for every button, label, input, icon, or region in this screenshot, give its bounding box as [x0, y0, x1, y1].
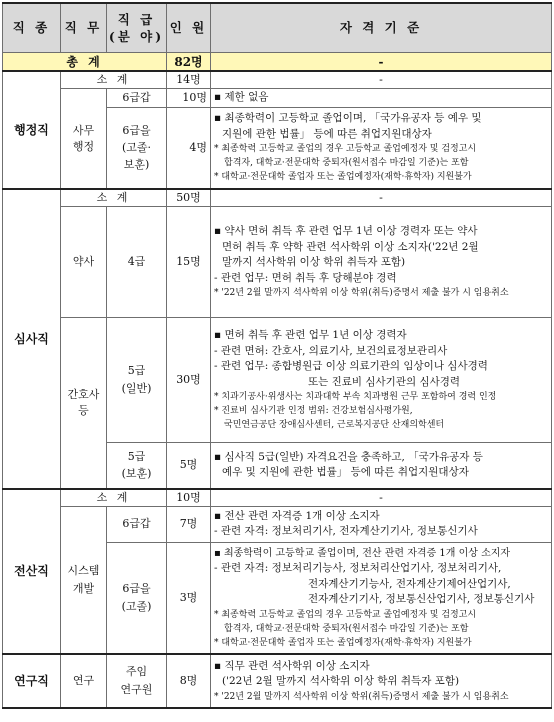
- qual-line: ('22년 2월 말까지 석사학위 이상 학위 취득자 포함): [222, 675, 460, 688]
- total-row: [3, 53, 552, 72]
- admin-subtotal-qual: -: [211, 71, 552, 89]
- review-pharm-count: 15명: [167, 207, 211, 318]
- review-nurse-grade-line2: (일반): [121, 382, 152, 396]
- qual-note: * 최종학력 고등학교 졸업의 경우 고등학교 졸업예정자 및 검정고시: [214, 610, 477, 621]
- qual-note: * 치과기공사·위생사는 치과대학 부속 치과병원 근무 포함하여 경력 인정: [214, 392, 497, 403]
- qual-line: 말까지 석사학위 이상 학위 취득자 포함): [222, 256, 406, 269]
- review-nurse-row: [3, 318, 552, 443]
- total-count: 82명: [167, 53, 211, 72]
- it-r2-grade-line1: 6급을: [122, 581, 151, 595]
- review-nurse-count: 30명: [167, 318, 211, 443]
- admin-duty-line1: 사무: [72, 123, 95, 137]
- review-pharm-duty: 약사: [61, 207, 107, 318]
- admin-job-type: 행정직: [3, 71, 61, 189]
- it-r2-qual: [211, 542, 552, 654]
- review-nurse-qual: [211, 318, 552, 443]
- research-grade-line2: 연구원: [120, 683, 153, 697]
- header-personnel: 인 원: [167, 3, 211, 53]
- qual-line: 지원에 관한 법률」 등에 따른 취업지원대상자: [222, 127, 432, 140]
- review-nurse-grade: [107, 318, 167, 443]
- review-subtotal-label: 소 계: [61, 189, 167, 207]
- it-r1-qual: [211, 506, 552, 542]
- qual-note: 합격자, 대학교·전문대학 중퇴자(원서접수 마감일 기준)는 포함: [224, 158, 469, 169]
- admin-duty-line2: 행정: [72, 139, 95, 153]
- qual-line: 또는 진료비 심사기관의 심사경력: [308, 375, 461, 388]
- qual-line: - 관련 면허: 간호사, 의료기사, 보건의료정보관리사: [214, 344, 448, 357]
- review-subtotal-count: 50명: [167, 189, 211, 207]
- research-duty: 연구: [61, 654, 107, 708]
- review-subtotal-row: [3, 189, 552, 207]
- admin-r2-grade-line3: 보훈): [123, 158, 150, 172]
- qual-note: * '22년 2월 말까지 석사학위 이상 학위(취득)증명서 제출 불가 시 임용취소: [214, 691, 509, 702]
- header-row: [3, 3, 552, 53]
- research-qual: [211, 654, 552, 708]
- qual-note: * 최종학력 고등학교 졸업의 경우 고등학교 졸업예정자 및 검정고시: [214, 144, 477, 155]
- admin-subtotal-row: [3, 71, 552, 89]
- it-r1-grade: 6급갑: [107, 506, 167, 542]
- review-veteran-qual: [211, 443, 552, 489]
- admin-r2-grade-line1: 6급을: [122, 124, 151, 138]
- qual-line: 면허 취득 후 약학 관련 석사학위 이상 소지자('22년 2월: [222, 240, 479, 253]
- it-r2-grade: [107, 542, 167, 654]
- review-nurse-duty-line1: 간호사: [67, 387, 100, 401]
- research-row: [3, 654, 552, 708]
- admin-r1-qual: ▪ 제한 없음: [211, 89, 552, 108]
- research-grade-line1: 주임: [125, 665, 148, 679]
- review-veteran-grade-line2: (보훈): [121, 467, 152, 481]
- admin-row-1: [3, 89, 552, 108]
- qual-note: * 대학교·전문대학 졸업자 또는 졸업예정자(재학·휴학자) 지원불가: [214, 638, 472, 649]
- review-pharm-grade: 4급: [107, 207, 167, 318]
- review-nurse-grade-line1: 5급: [127, 364, 146, 378]
- qual-line: 예우 및 지원에 관한 법률」 등에 따른 취업지원대상자: [222, 466, 469, 479]
- it-row-1: [3, 506, 552, 542]
- admin-duty: [61, 89, 107, 190]
- admin-r1-count: 10명: [167, 89, 211, 108]
- qual-line: ▪ 최종학력이 고등학교 졸업이며, 전산 관련 자격증 1개 이상 소지자: [214, 547, 511, 559]
- header-grade-line2: (분 야): [108, 29, 165, 44]
- qual-line: - 관련 업무: 종합병원급 이상 의료기관의 임상이나 심사경력: [214, 360, 488, 373]
- qual-line: - 관련 자격: 정보처리기능사, 정보처리산업기사, 정보처리기사,: [214, 562, 502, 575]
- qual-note: 합격자, 대학교·전문대학 중퇴자(원서접수 마감일 기준)는 포함: [224, 624, 469, 635]
- qual-line: - 관련 자격: 정보처리기사, 전자계산기기사, 정보통신기사: [214, 525, 478, 538]
- review-job-type: 심사직: [3, 189, 61, 489]
- admin-r2-qual: [211, 107, 552, 189]
- review-nurse-duty-line2: 등: [78, 403, 89, 417]
- it-subtotal-row: [3, 489, 552, 507]
- admin-r2-grade: [107, 107, 167, 189]
- it-subtotal-qual: -: [211, 489, 552, 507]
- admin-r2-grade-line2: (고졸·: [121, 141, 152, 155]
- qual-line: ▪ 심사직 5급(일반) 자격요건을 충족하고, 「국가유공자 등: [214, 450, 483, 463]
- it-r2-count: 3명: [167, 542, 211, 654]
- review-veteran-grade: [107, 443, 167, 489]
- review-veteran-grade-line1: 5급: [127, 450, 146, 464]
- it-duty: [61, 506, 107, 654]
- research-grade: [107, 654, 167, 708]
- it-subtotal-label: 소 계: [61, 489, 167, 507]
- admin-subtotal-count: 14명: [167, 71, 211, 89]
- review-pharm-row: [3, 207, 552, 318]
- it-r1-count: 7명: [167, 506, 211, 542]
- it-r2-grade-line2: (고졸): [121, 599, 152, 613]
- qual-note: * 대학교·전문대학 졸업자 또는 졸업예정자(재학·휴학자) 지원불가: [214, 172, 472, 183]
- qual-line: ▪ 약사 면허 취득 후 관련 업무 1년 이상 경력자 또는 약사: [214, 224, 478, 237]
- qual-note: * '22년 2월 말까지 석사학위 이상 학위(취득)증명서 제출 불가 시 임용취소: [214, 288, 509, 299]
- it-job-type: 전산직: [3, 489, 61, 655]
- review-veteran-count: 5명: [167, 443, 211, 489]
- qual-line: - 관련 업무: 면허 취득 후 당해분야 경력: [214, 271, 397, 284]
- total-qual: -: [211, 53, 552, 72]
- qual-line: 전자계산기기사, 정보통신산업기사, 정보통신기사: [308, 593, 535, 606]
- research-job-type: 연구직: [3, 654, 61, 708]
- total-label: 총 계: [3, 53, 167, 72]
- qual-note: 국민연금공단 장애심사센터, 근로복지공단 산재의학센터: [224, 420, 445, 431]
- qual-line: ▪ 면허 취득 후 관련 업무 1년 이상 경력자: [214, 328, 407, 341]
- review-subtotal-qual: -: [211, 189, 552, 207]
- research-count: 8명: [167, 654, 211, 708]
- qual-line: 전자계산기기능사, 전자계산기제어산업기사,: [308, 577, 511, 590]
- it-duty-line2: 개발: [72, 581, 95, 595]
- header-job-type: 직 종: [3, 3, 61, 53]
- header-grade-line1: 직 급: [117, 12, 156, 27]
- review-pharm-qual: [211, 207, 552, 318]
- qual-line: ▪ 전산 관련 자격증 1개 이상 소지자: [214, 509, 380, 522]
- header-grade: [107, 3, 167, 53]
- it-duty-line1: 시스템: [67, 563, 100, 577]
- review-nurse-duty: [61, 318, 107, 489]
- it-subtotal-count: 10명: [167, 489, 211, 507]
- admin-r1-grade: 6급갑: [107, 89, 167, 108]
- admin-subtotal-label: 소 계: [61, 71, 167, 89]
- recruitment-table: [2, 2, 552, 709]
- header-duty: 직 무: [61, 3, 107, 53]
- qual-line: ▪ 직무 관련 석사학위 이상 소지자: [214, 659, 370, 672]
- qual-line: ▪ 최종학력이 고등학교 졸업이며, 「국가유공자 등 예우 및: [214, 112, 482, 125]
- header-qualification: 자 격 기 준: [211, 3, 552, 53]
- qual-note: * 진료비 심사기관 인정 범위: 건강보험심사평가원,: [214, 406, 413, 417]
- admin-r2-count: 4명: [167, 107, 211, 189]
